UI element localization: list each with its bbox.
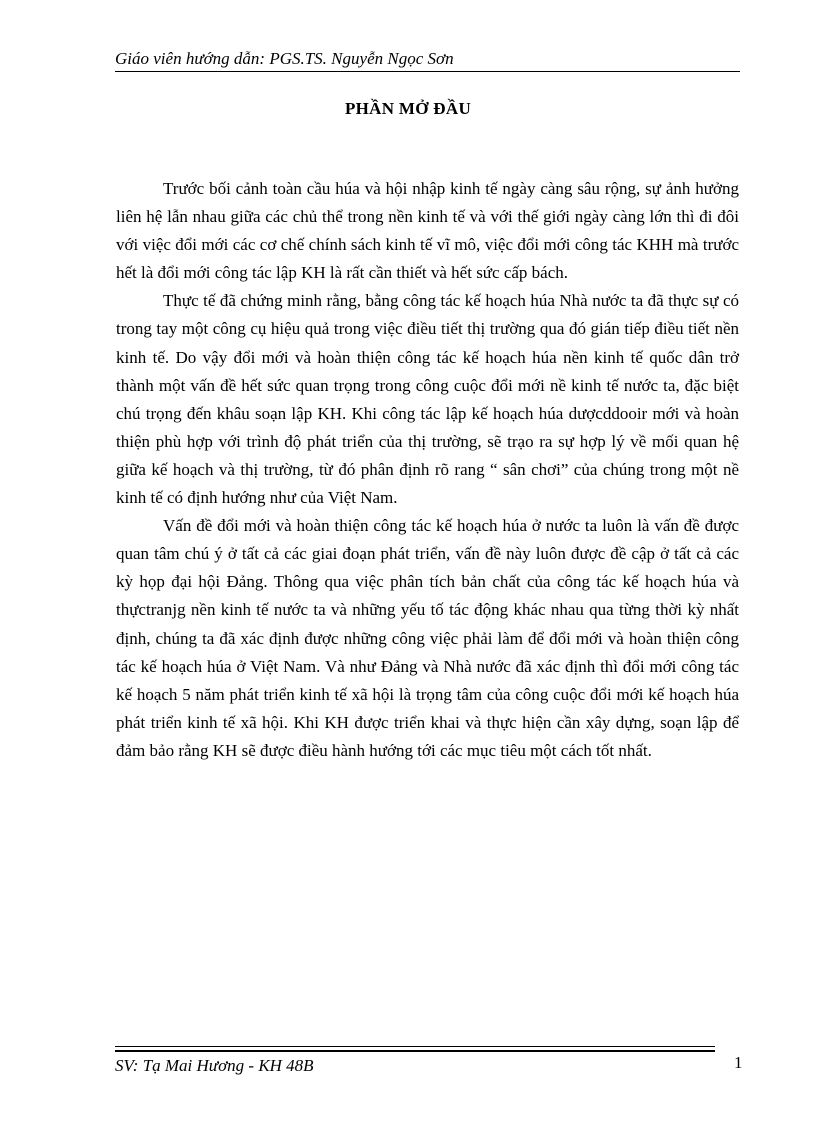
header-text: Giáo viên hướng dẫn: PGS.TS. Nguyễn Ngọc Sơn (115, 49, 454, 68)
paragraph-2: Thực tế đã chứng minh rằng, bằng công tác kế hoạch húa Nhà nước ta đã thực sự có trong tay một công cụ hiệu quả trong việc điều tiết thị trường qua đó gián tiếp điều tiết nền kinh tế. Do vậy đổi mới và hoàn thiện công tác kế hoạch húa nền kinh tế quốc dân trở thành một vấn đề hết sức quan trọng trong công cuộc đổi mới nề kinh tế nước ta, đặc biệt chú trọng đến khâu soạn lập KH. Khi công tác lập kế hoạch húa dượcddooir mới và hoàn thiện phù hợp với trình độ phát triển của thị trường, sẽ trạo ra sự hợp lý về mối quan hệ giữa kế hoạch và thị trường, từ đó phân định rõ rang “ sân chơi” của chúng trong một nề kinh tế có định hướng như của Việt Nam. (116, 291, 739, 508)
paragraph-3: Vấn đề đổi mới và hoàn thiện công tác kế hoạch húa ở nước ta luôn là vấn đề được quan tâm chú ý ở tất cả các giai đoạn phát triển, vấn đề này luôn được đề cập ở tất cả các kỳ họp đại hội Đảng. Thông qua việc phân tích bản chất của công tác kế hoạch húa và thựctranjg nền kinh tế nước ta và những yếu tố tác động khác nhau qua từng thời kỳ nhất định, chúng ta đã xác định được những công việc phải làm để đổi mới và hoàn thiện công tác kế hoạch húa ở Việt Nam. Và như Đảng và Nhà nước đã xác định thì đổi mới công tác kế hoạch 5 năm phát triển kinh tế xã hội là trọng tâm của công cuộc đổi mới kế hoạch húa phát triển kinh tế xã hội. Khi KH được triển khai và thực hiện cần xây dựng, soạn lập để đảm bảo rằng KH sẽ được điều hành hướng tới các mục tiêu một cách tốt nhất. (116, 516, 739, 760)
page-title: PHẦN MỞ ĐẦU (344, 99, 472, 118)
footer-divider-thick (115, 1050, 715, 1052)
page-number: 1 (734, 1053, 743, 1072)
footer-divider-thin (115, 1046, 715, 1047)
page-header (115, 48, 740, 72)
body-text (116, 175, 739, 765)
paragraph-1: Trước bối cảnh toàn cầu húa và hội nhập kinh tế ngày càng sâu rộng, sự ảnh hưởng liên hệ lẫn nhau giữa các chủ thể trong nền kinh tế và với thế giới ngày càng lớn thì đi đôi với việc đổi mới các cơ chế chính sách kinh tế vĩ mô, việc đổi mới công tác KHH mà trước hết là đổi mới công tác lập KH là rất cần thiết và hết sức cấp bách. (116, 179, 739, 283)
footer-author: SV: Tạ Mai Hương - KH 48B (115, 1056, 314, 1075)
